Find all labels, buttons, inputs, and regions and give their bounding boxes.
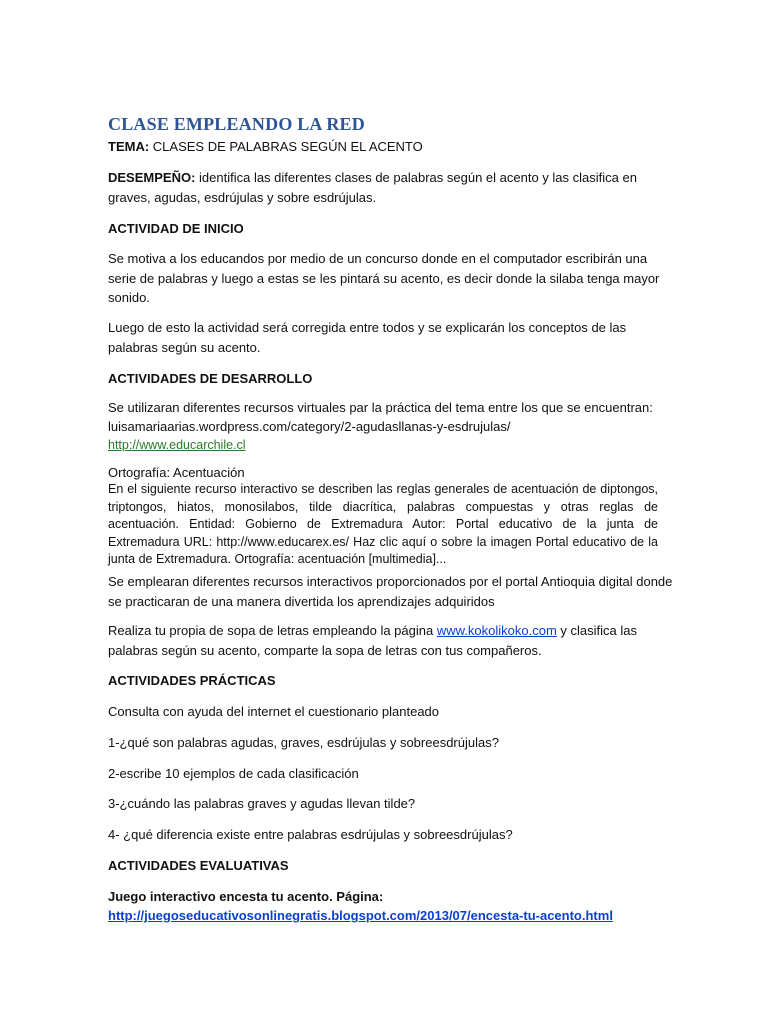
practicas-heading: ACTIVIDADES PRÁCTICAS bbox=[108, 673, 276, 688]
desarrollo-url-educarchile bbox=[108, 436, 668, 456]
juego-text: Juego interactivo encesta tu acento. Página: bbox=[108, 889, 384, 904]
inicio-paragraph-2: Luego de esto la actividad será corregida entre todos y se explicarán los conceptos de las palabras según su acento. bbox=[108, 320, 627, 355]
sopa-text-before: Realiza tu propia de sopa de letras empleando la página bbox=[108, 623, 437, 638]
tema-text: CLASES DE PALABRAS SEGÚN EL ACENTO bbox=[149, 139, 423, 154]
sopa-paragraph bbox=[108, 621, 668, 660]
desempeno-paragraph bbox=[108, 168, 668, 207]
practicas-intro: Consulta con ayuda del internet el cuestionario planteado bbox=[108, 704, 440, 719]
antioquia-paragraph: Se emplearan diferentes recursos interactivos proporcionados por el portal Antioquia digital donde se practicaran de una manera divertida los aprendizajes adquiridos bbox=[108, 574, 673, 609]
sopa-text-after: y clasifica las palabras según su acento, comparte la sopa de letras con tus compañeros. bbox=[108, 623, 637, 658]
ortografia-body: En el siguiente recurso interactivo se describen las reglas generales de acentuación de diptongos, triptongos, hiatos, monosilabos, tilde diacrítica, palabras compuestas y otras reglas de acentuación. Entidad: Gobierno de Extremadura Autor: Portal educativo de la junta de Extremadura URL: http://www.educarex.es/ Haz clic aquí o sobre la imagen Portal educativo de la junta de Extremadura. Ortografía: acentuación [multimedia]... bbox=[108, 482, 658, 566]
juego-link-line bbox=[108, 906, 708, 926]
desarrollo-paragraph: Se utilizaran diferentes recursos virtuales par la práctica del tema entre los que se encuentran: bbox=[108, 400, 653, 415]
question-4: 4- ¿qué diferencia existe entre palabras esdrújulas y sobreesdrújulas? bbox=[108, 827, 513, 842]
question-2: 2-escribe 10 ejemplos de cada clasificación bbox=[108, 766, 359, 781]
inicio-heading: ACTIVIDAD DE INICIO bbox=[108, 221, 244, 236]
desempeno-text: identifica las diferentes clases de palabras según el acento y las clasifica en graves, agudas, esdrújulas y sobre esdrújulas. bbox=[108, 170, 637, 205]
tema-line bbox=[108, 137, 668, 157]
evaluativas-heading: ACTIVIDADES EVALUATIVAS bbox=[108, 858, 289, 873]
educarchile-link[interactable]: http://www.educarchile.cl bbox=[108, 438, 246, 452]
desempeno-label: DESEMPEÑO: bbox=[108, 170, 196, 185]
desarrollo-url-wordpress: luisamariaarias.wordpress.com/category/2-agudasllanas-y-esdrujulas/ bbox=[108, 419, 511, 434]
ortografia-title: Ortografía: Acentuación bbox=[108, 465, 245, 480]
question-1: 1-¿qué son palabras agudas, graves, esdrújulas y sobreesdrújulas? bbox=[108, 735, 499, 750]
kokolikoko-link[interactable]: www.kokolikoko.com bbox=[436, 623, 557, 638]
question-3: 3-¿cuándo las palabras graves y agudas llevan tilde? bbox=[108, 796, 416, 811]
juego-link[interactable]: http://juegoseducativosonlinegratis.blogspot.com/2013/07/encesta-tu-acento.html bbox=[108, 908, 613, 923]
desarrollo-heading: ACTIVIDADES DE DESARROLLO bbox=[108, 371, 313, 386]
tema-label: TEMA: bbox=[108, 139, 150, 154]
page-title: CLASE EMPLEANDO LA RED bbox=[108, 114, 365, 134]
inicio-paragraph-1: Se motiva a los educandos por medio de un concurso donde en el computador escribirán una serie de palabras y luego a estas se les pintará su acento, es decir donde la silaba tenga mayor sonido. bbox=[108, 251, 660, 305]
